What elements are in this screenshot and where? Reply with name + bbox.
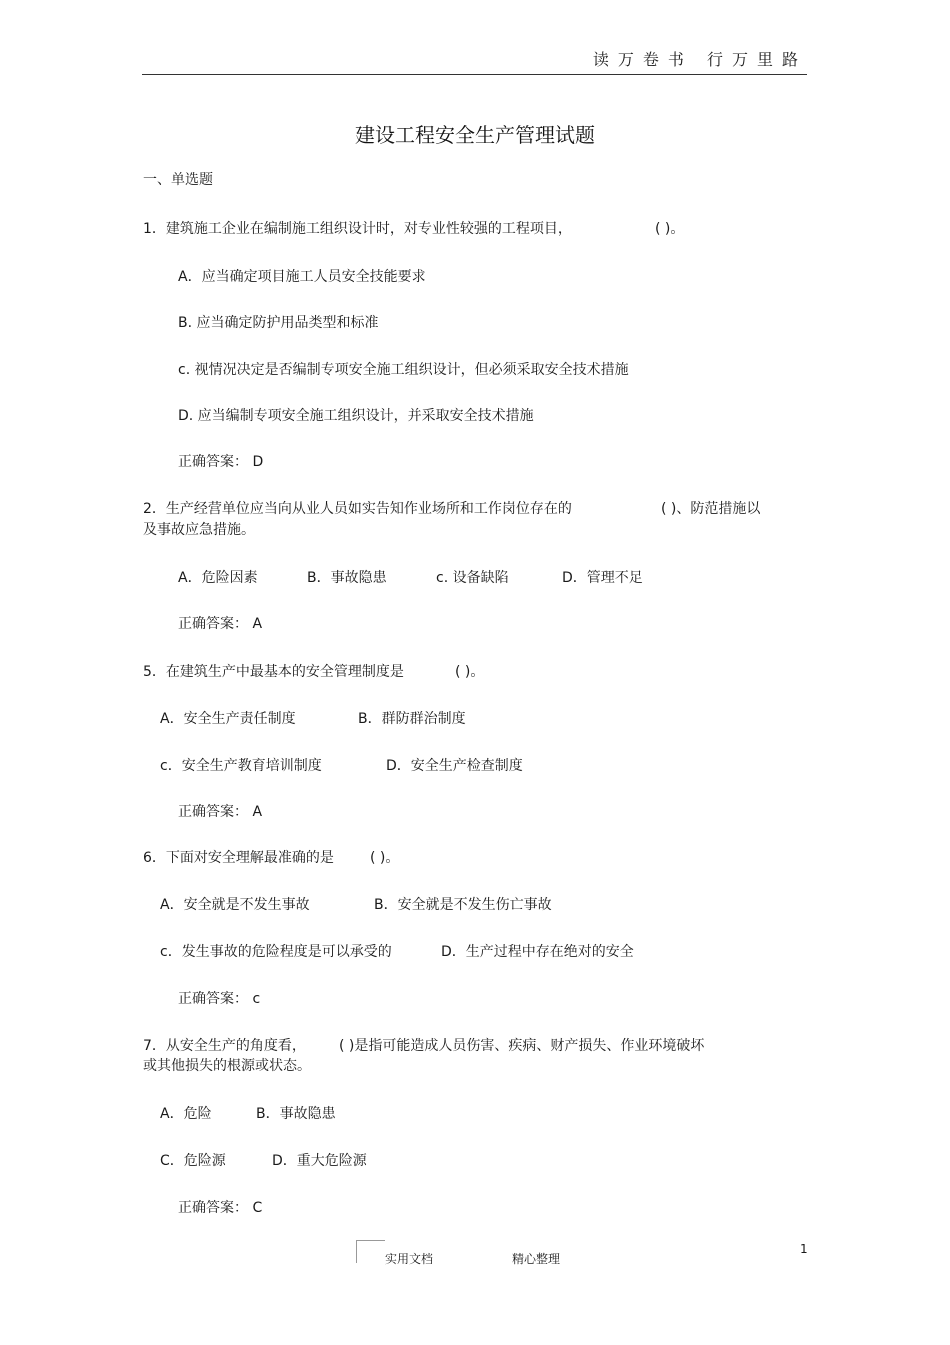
question-6-option-a: A．安全就是不发生事故	[160, 897, 310, 913]
question-1-option-a: A．应当确定项目施工人员安全技能要求	[178, 269, 426, 285]
question-6-stem: 6．下面对安全理解最准确的是	[143, 850, 334, 866]
header-motto: 读万卷书 行万里路	[592, 50, 807, 69]
question-5-answer: 正确答案： A	[178, 804, 263, 820]
question-2-stem-continued: 及事故应急措施。	[143, 522, 255, 538]
question-5-option-b: B．群防群治制度	[358, 711, 466, 727]
question-1-option-d: D. 应当编制专项安全施工组织设计，并采取安全技术措施	[178, 408, 534, 424]
question-7-option-c: C．危险源	[160, 1153, 226, 1169]
question-6-option-c: c．发生事故的危险程度是可以承受的	[160, 944, 392, 960]
question-7-option-d: D．重大危险源	[272, 1153, 367, 1169]
question-1-blank: ( )。	[655, 221, 685, 237]
question-7-option-b: B．事故隐患	[256, 1106, 336, 1122]
footer-right-text: 精心整理	[512, 1252, 561, 1266]
question-6-option-d: D．生产过程中存在绝对的安全	[441, 944, 634, 960]
page-number: 1	[800, 1242, 808, 1256]
question-1-option-c: c. 视情况决定是否编制专项安全施工组织设计，但必须采取安全技术措施	[178, 362, 629, 378]
section-heading: 一、单选题	[143, 172, 213, 188]
question-2-blank: ( )、防范措施以	[661, 501, 761, 517]
question-2-stem: 2．生产经营单位应当向从业人员如实告知作业场所和工作岗位存在的	[143, 501, 572, 517]
footer-left-text: 实用文档	[385, 1252, 434, 1266]
document-title: 建设工程安全生产管理试题	[355, 123, 595, 147]
question-6-blank: ( )。	[370, 850, 400, 866]
question-1-option-b: B. 应当确定防护用品类型和标准	[178, 315, 379, 331]
question-1-answer: 正确答案： D	[178, 454, 264, 470]
question-2-option-b: B．事故隐患	[307, 570, 387, 586]
question-1-stem: 1．建筑施工企业在编制施工组织设计时，对专业性较强的工程项目，	[143, 221, 572, 237]
question-7-blank: ( )是指可能造成人员伤害、疾病、财产损失、作业环境破坏	[339, 1038, 705, 1054]
question-7-stem: 7．从安全生产的角度看，	[143, 1038, 306, 1054]
question-2-option-c: c. 设备缺陷	[436, 570, 509, 586]
question-5-option-d: D．安全生产检查制度	[386, 758, 523, 774]
question-2-option-a: A．危险因素	[178, 570, 258, 586]
question-5-option-a: A．安全生产责任制度	[160, 711, 296, 727]
question-2-answer: 正确答案： A	[178, 616, 263, 632]
question-6-option-b: B．安全就是不发生伤亡事故	[374, 897, 552, 913]
header-divider	[142, 74, 807, 75]
question-7-answer: 正确答案： C	[178, 1200, 263, 1216]
question-5-option-c: c．安全生产教育培训制度	[160, 758, 322, 774]
question-5-blank: ( )。	[455, 664, 485, 680]
question-7-stem-continued: 或其他损失的根源或状态。	[143, 1058, 311, 1074]
question-7-option-a: A．危险	[160, 1106, 212, 1122]
question-5-stem: 5．在建筑生产中最基本的安全管理制度是	[143, 664, 404, 680]
footer-corner-mark	[356, 1240, 385, 1263]
question-6-answer: 正确答案： c	[178, 991, 261, 1007]
question-2-option-d: D．管理不足	[562, 570, 643, 586]
